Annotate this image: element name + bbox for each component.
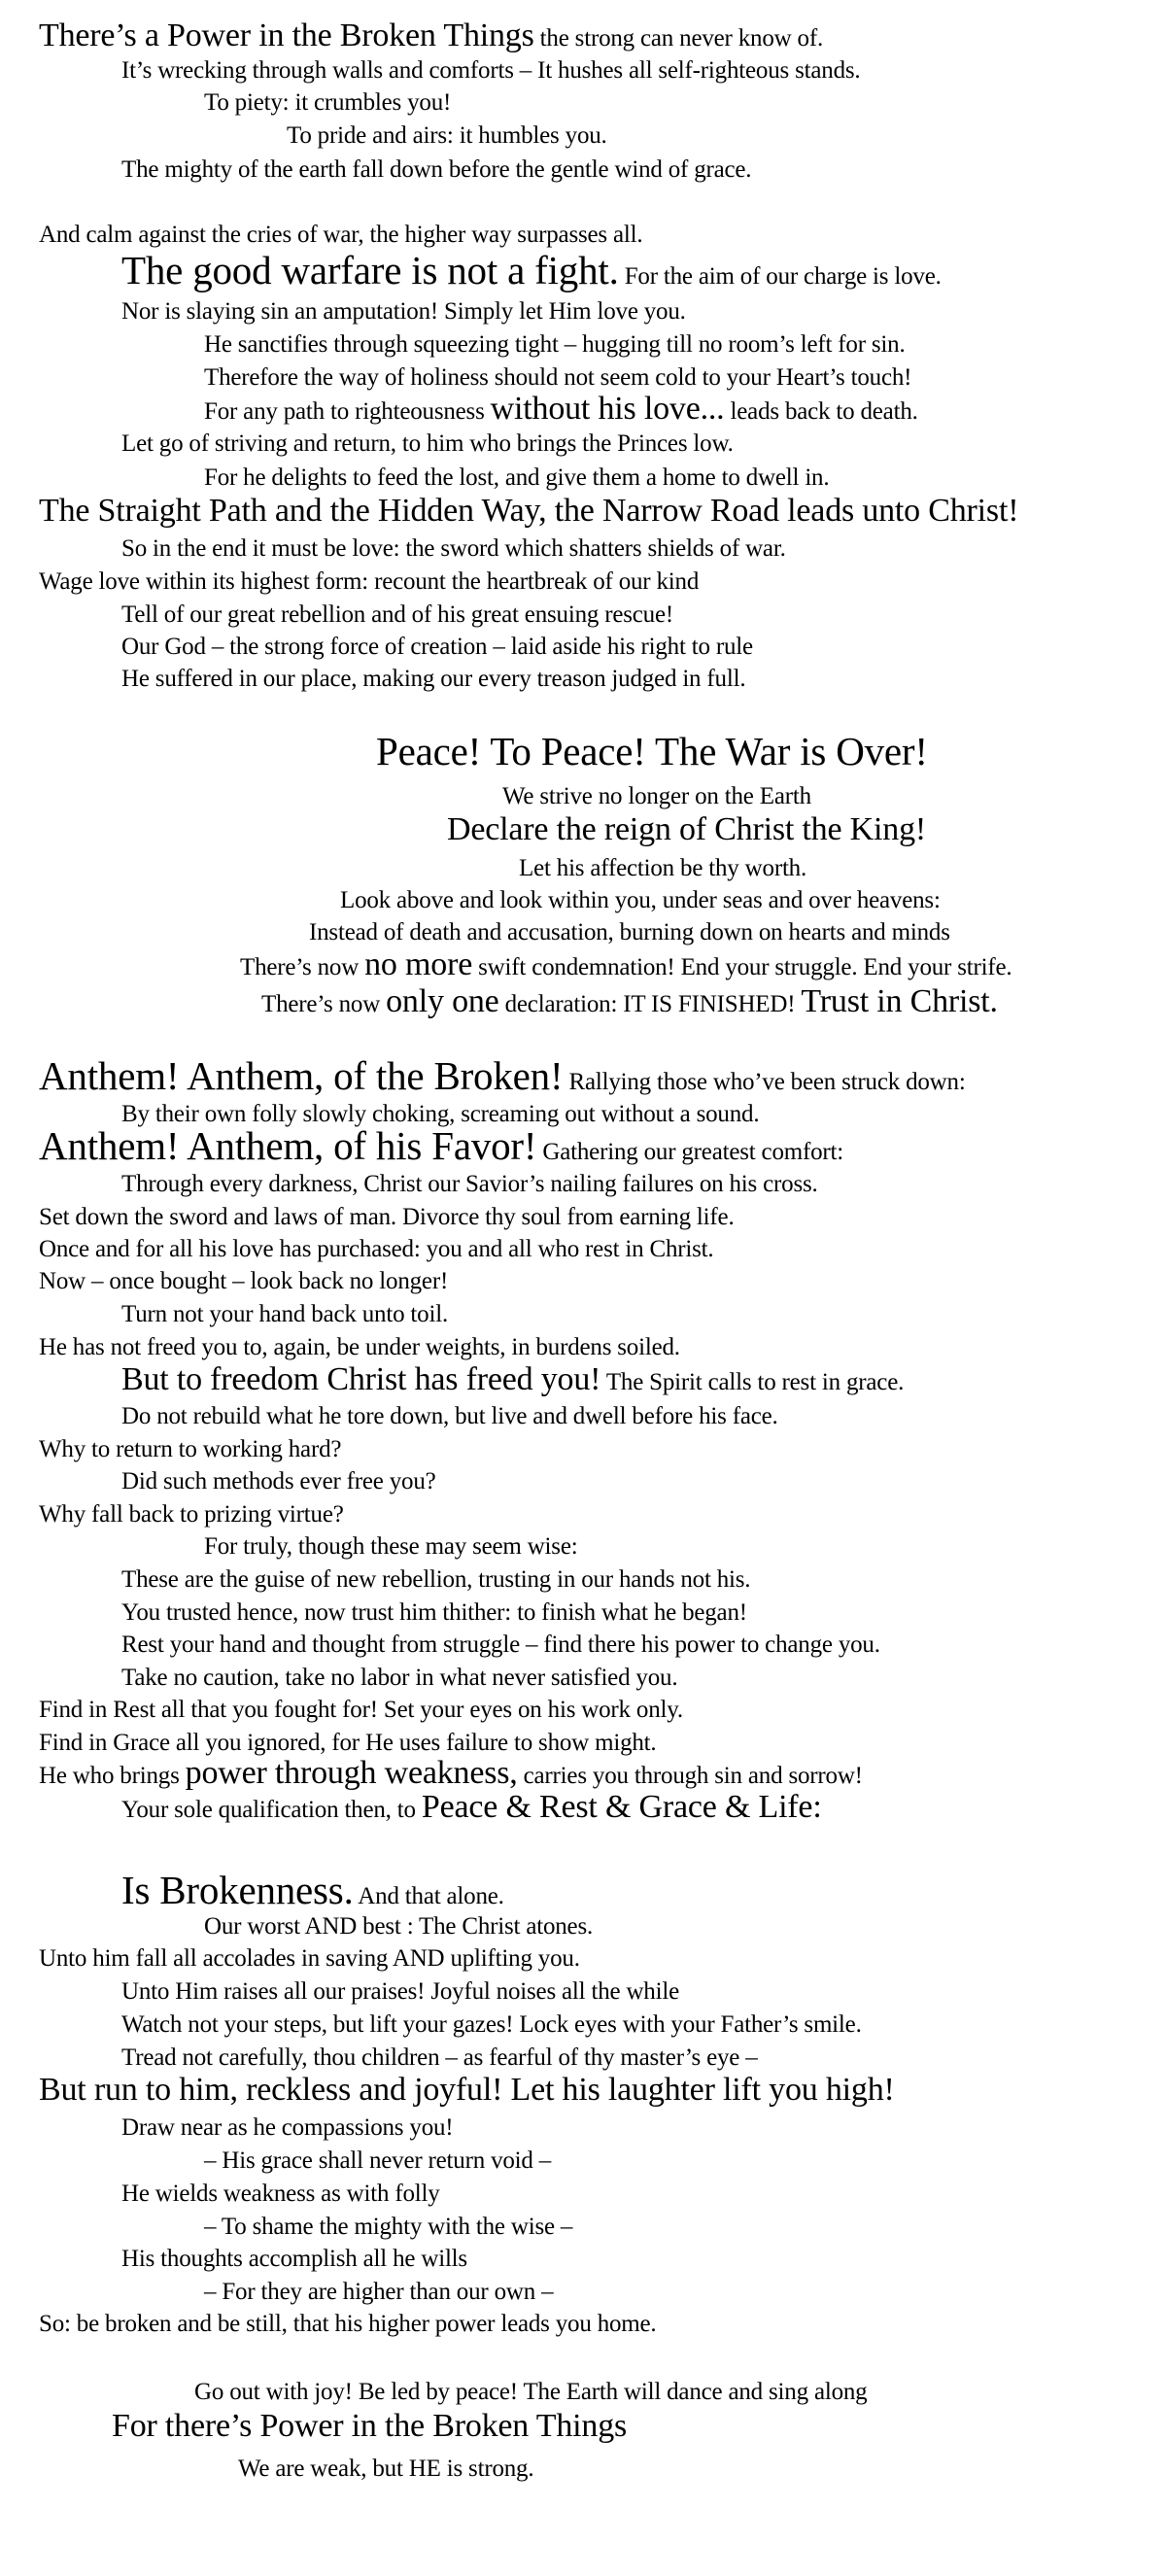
poem-line	[204, 2280, 553, 2304]
poem-line-text: He wields weakness as with folly	[121, 2180, 440, 2207]
poem-line-text: Go out with joy! Be led by peace! The Earth will dance and sing along	[194, 2378, 868, 2405]
poem-line-text: It’s wrecking through walls and comforts – It hushes all self-righteous stands.	[121, 56, 861, 84]
poem-line	[121, 2115, 453, 2140]
poem-line	[121, 635, 753, 659]
poem-line-text: For truly, though these may seem wise:	[204, 1532, 578, 1560]
poem-line	[121, 1600, 747, 1625]
poem-line	[121, 431, 734, 456]
poem-line	[121, 58, 860, 83]
poem-line-text: For any path to righteousness	[204, 397, 491, 425]
poem-line-text: We are weak, but HE is strong.	[238, 2455, 534, 2482]
poem-line	[121, 602, 673, 627]
poem-line	[287, 123, 607, 148]
poem-line	[340, 888, 941, 912]
poem-line	[39, 1269, 448, 1293]
poem-line-emphasis: no more	[364, 945, 473, 982]
poem-line-emphasis: Peace! To Peace! The War is Over!	[376, 728, 928, 773]
poem-line-text: The mighty of the earth fall down before the gentle wind of grace.	[121, 155, 752, 183]
poem-line	[204, 365, 911, 390]
poem-line-emphasis: without his love...	[490, 390, 725, 427]
poem-line-emphasis: Declare the reign of Christ the King!	[447, 810, 926, 847]
poem-line	[121, 1788, 822, 1825]
poem-line-text: So: be broken and be still, that his higher power leads you home.	[39, 2310, 657, 2337]
poem-line-emphasis: Trust in Christ.	[801, 982, 998, 1019]
poem-line-text: carries you through sin and sorrow!	[517, 1762, 863, 1789]
poem-line-text: Set down the sword and laws of man. Divorce thy soul from earning life.	[39, 1203, 735, 1230]
poem-line	[204, 2215, 572, 2239]
poem-line	[39, 223, 642, 247]
poem-line-text: – To shame the mighty with the wise –	[204, 2213, 573, 2240]
poem-line-text: – His grace shall never return void –	[204, 2147, 552, 2174]
poem-line	[121, 2247, 467, 2271]
poem-line-text: Rallying those who’ve been struck down:	[563, 1068, 966, 1095]
poem-line	[204, 390, 918, 427]
poem-line-text: He sanctifies through squeezing tight – hugging till no room’s left for sin.	[204, 330, 906, 358]
poem-line	[39, 492, 1019, 529]
poem-line	[39, 1946, 580, 1971]
poem-line	[240, 945, 1012, 982]
poem-line-text: Find in Rest all that you fought for! Set your eyes on his work only.	[39, 1696, 683, 1723]
poem-line	[261, 982, 998, 1019]
poem-line-emphasis: Anthem! Anthem, of his Favor!	[39, 1122, 537, 1168]
poem-line	[39, 1754, 863, 1791]
poem-line-text: He suffered in our place, making our every treason judged in full.	[121, 665, 746, 692]
poem-line-text: Let his affection be thy worth.	[519, 854, 807, 881]
poem-line-text: Tread not carefully, thou children – as fearful of thy master’s eye –	[121, 2044, 758, 2071]
poem-line	[204, 1914, 593, 1939]
poem-line	[121, 2012, 862, 2037]
poem-line-text: Once and for all his love has purchased: you and all who rest in Christ.	[39, 1235, 714, 1262]
poem-line-text: Instead of death and accusation, burning down on hearts and minds	[309, 918, 950, 945]
poem-line	[121, 247, 942, 292]
poem-line	[39, 1731, 656, 1755]
poem-line-text: Gathering our greatest comfort:	[536, 1138, 844, 1165]
poem-line-emphasis: The good warfare is not a fight.	[121, 247, 619, 292]
poem-line-text: Our God – the strong force of creation – laid aside his right to rule	[121, 633, 753, 660]
poem-line-text: Why fall back to prizing virtue?	[39, 1500, 344, 1528]
poem-line	[39, 1437, 341, 1461]
poem-line	[39, 1335, 680, 1359]
poem-line	[39, 569, 699, 594]
poem-line	[309, 920, 950, 945]
poem-line-text: swift condemnation! End your struggle. End your strife.	[472, 953, 1012, 980]
poem-line-emphasis: power through weakness,	[185, 1754, 518, 1791]
poem-line	[204, 332, 906, 357]
poem-line-text: declaration: IT IS FINISHED!	[498, 990, 802, 1017]
poem-line	[39, 1052, 966, 1098]
poem-line	[121, 1469, 436, 1494]
poem-line-text: Tell of our great rebellion and of his great ensuing rescue!	[121, 601, 673, 628]
poem-line	[121, 1867, 504, 1912]
poem-line	[121, 1404, 778, 1428]
poem-line-text: The Spirit calls to rest in grace.	[600, 1368, 905, 1395]
poem-line-text: We strive no longer on the Earth	[502, 782, 811, 809]
poem-line-text: Why to return to working hard?	[39, 1435, 342, 1462]
poem-line-text: To pride and airs: it humbles you.	[287, 121, 607, 149]
poem-line-text: Our worst AND best : The Christ atones.	[204, 1912, 594, 1940]
poem-line	[121, 1360, 905, 1397]
poem-line	[112, 2407, 628, 2444]
poem-line-emphasis: For there’s Power in the Broken Things	[112, 2407, 628, 2444]
poem-line-text: the strong can never know of.	[533, 24, 824, 52]
poem-line	[121, 1172, 818, 1196]
poem-line	[39, 1205, 735, 1229]
poem-line-text: He who brings	[39, 1762, 186, 1789]
poem-line	[502, 784, 811, 808]
poem-line-emphasis: Is Brokenness.	[121, 1867, 354, 1912]
poem-line	[121, 299, 686, 324]
poem-line-text: Let go of striving and return, to him who brings the Princes low.	[121, 429, 734, 457]
poem-line-text: His thoughts accomplish all he wills	[121, 2245, 467, 2272]
poem-line-text: And that alone.	[353, 1882, 504, 1909]
poem-line-text: Unto Him raises all our praises! Joyful noises all the while	[121, 1977, 679, 2005]
poem-line-emphasis: But run to him, reckless and joyful! Let his laughter lift you high!	[39, 2071, 895, 2108]
poem-line	[376, 728, 928, 773]
poem-line	[121, 536, 786, 561]
poem-line-text: Do not rebuild what he tore down, but live and dwell before his face.	[121, 1402, 778, 1429]
poem-line-text: Nor is slaying sin an amputation! Simply let Him love you.	[121, 297, 686, 325]
poem-line-emphasis: But to freedom Christ has freed you!	[121, 1360, 601, 1397]
poem-line-text: Rest your hand and thought from struggle – find there his power to change you.	[121, 1631, 880, 1658]
poem-line-text: For the aim of our charge is love.	[618, 262, 942, 290]
poem-line-text: Unto him fall all accolades in saving AND uplifting you.	[39, 1944, 580, 1972]
poem-line-text: Now – once bought – look back no longer!	[39, 1267, 449, 1294]
poem-line	[238, 2456, 533, 2481]
poem-line-text: Draw near as he compassions you!	[121, 2113, 454, 2141]
poem-line	[121, 157, 751, 182]
poem-line-text: – For they are higher than our own –	[204, 2278, 554, 2305]
poem-line-text: You trusted hence, now trust him thither: to finish what he began!	[121, 1598, 747, 1626]
poem-line-text: Watch not your steps, but lift your gazes! Lock eyes with your Father’s smile.	[121, 2010, 862, 2038]
poem-line	[121, 1666, 677, 1690]
poem-line-emphasis: Anthem! Anthem, of the Broken!	[39, 1052, 564, 1098]
poem-line-text: leads back to death.	[724, 397, 918, 425]
poem-line-text: There’s now	[240, 953, 365, 980]
poem-line	[121, 1567, 750, 1592]
poem-line	[204, 90, 451, 115]
poem-line-text: There’s now	[261, 990, 387, 1017]
poem-line	[121, 1979, 679, 2004]
poem-line	[39, 1122, 844, 1168]
poem-line-text: Did such methods ever free you?	[121, 1467, 436, 1494]
poem-line-text: So in the end it must be love: the sword which shatters shields of war.	[121, 534, 786, 562]
poem-line	[39, 1502, 344, 1527]
poem-line	[121, 2045, 758, 2070]
poem-line	[204, 1534, 577, 1559]
poem-line	[121, 1302, 448, 1326]
poem-line	[39, 1698, 683, 1722]
poem-line-text: Your sole qualification then, to	[121, 1796, 422, 1823]
poem-line-text: Turn not your hand back unto toil.	[121, 1300, 449, 1327]
poem-line	[121, 2181, 440, 2206]
poem-line	[39, 1237, 713, 1261]
poem-line-text: Through every darkness, Christ our Savior’s nailing failures on his cross.	[121, 1170, 818, 1197]
poem-line-text: For he delights to feed the lost, and give them a home to dwell in.	[204, 464, 830, 491]
poem-line-text: To piety: it crumbles you!	[204, 88, 452, 116]
poem-line-text: Look above and look within you, under seas and over heavens:	[340, 886, 941, 913]
poem-line-text: These are the guise of new rebellion, trusting in our hands not his.	[121, 1565, 751, 1593]
poem-line-text: Therefore the way of holiness should not seem cold to your Heart’s touch!	[204, 363, 912, 391]
poem-line	[121, 667, 745, 691]
poem-line	[194, 2380, 868, 2404]
poem-line	[39, 2071, 895, 2108]
poem-line	[39, 19, 823, 52]
poem-line	[204, 2148, 551, 2173]
poem-line-text: Wage love within its highest form: recount the heartbreak of our kind	[39, 567, 700, 595]
poem-line-text: By their own folly slowly choking, screaming out without a sound.	[121, 1100, 760, 1127]
poem-line	[39, 2312, 657, 2336]
poem-line-text: Take no caution, take no labor in what never satisfied you.	[121, 1664, 678, 1691]
poem-line	[121, 1632, 880, 1657]
poem-line-text: And calm against the cries of war, the higher way surpasses all.	[39, 221, 643, 248]
poem-line	[519, 856, 806, 880]
poem-line-emphasis: only one	[386, 982, 499, 1019]
poem-line-emphasis: Peace & Rest & Grace & Life:	[421, 1788, 822, 1825]
poem-line-emphasis: The Straight Path and the Hidden Way, the Narrow Road leads unto Christ!	[39, 492, 1019, 529]
poem-line	[447, 810, 926, 847]
poem-line-text: Find in Grace all you ignored, for He uses failure to show might.	[39, 1729, 657, 1756]
poem-line-emphasis: There’s a Power in the Broken Things	[39, 17, 534, 53]
poem-line-text: He has not freed you to, again, be under weights, in burdens soiled.	[39, 1333, 680, 1360]
poem-line	[204, 465, 829, 490]
